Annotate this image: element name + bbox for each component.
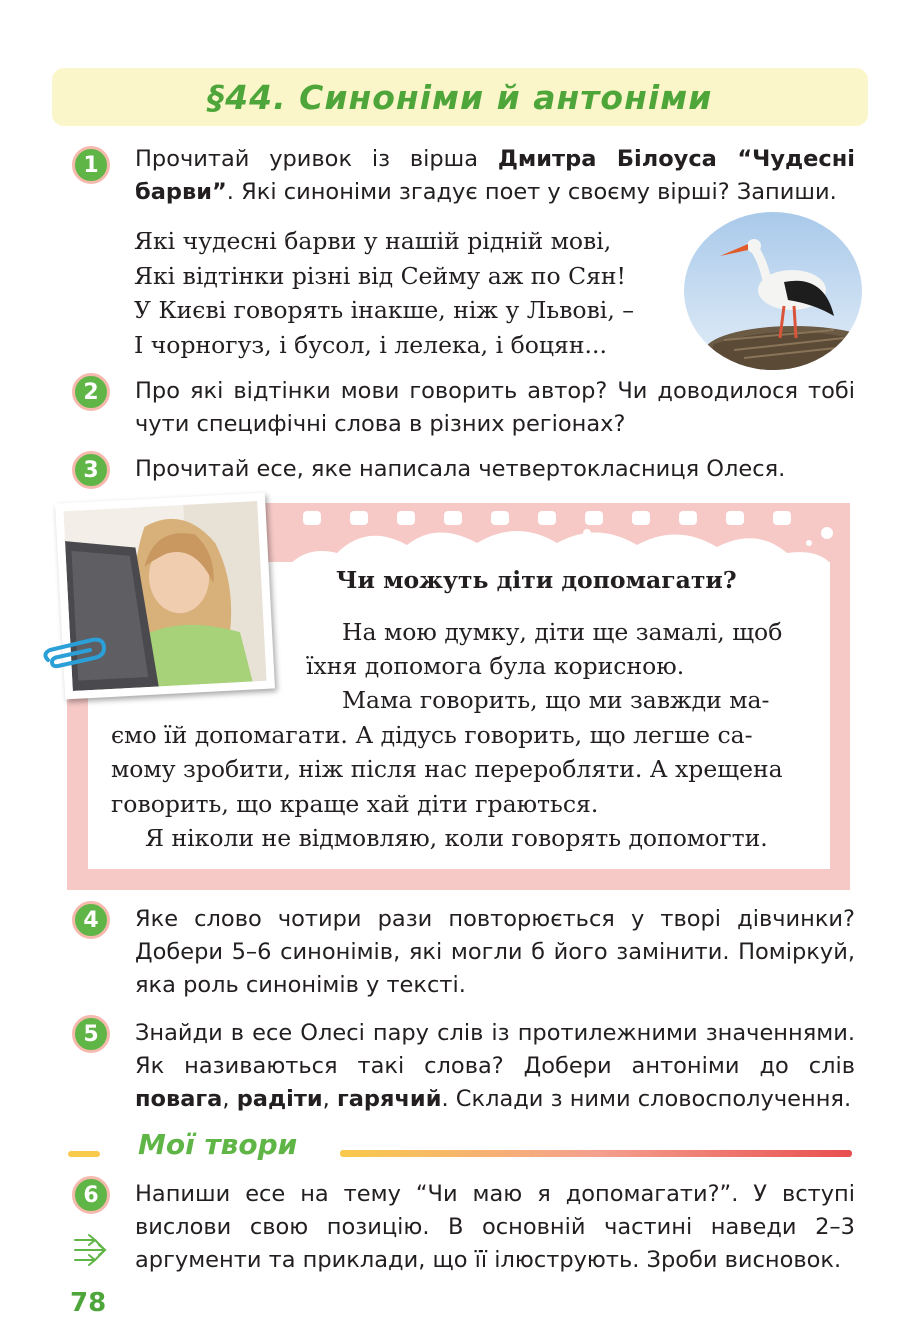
task-number-5: 5 [72, 1015, 110, 1053]
arrows-icon [73, 1232, 113, 1268]
poem-line: Які відтінки різні від Сейму аж по Сян! [134, 261, 626, 290]
divider-left [68, 1151, 100, 1157]
essay-title: Чи можуть діти допомагати? [336, 566, 737, 594]
paperclip-icon [40, 636, 110, 672]
task-number-1: 1 [72, 146, 110, 184]
task-number-6: 6 [72, 1176, 110, 1214]
stork-photo [684, 212, 862, 370]
essay-line: Я ніколи не відмовляю, коли говорять допомогти. [145, 824, 768, 852]
task-6-text: Напиши есе на тему “Чи маю я допомагати?”. У вступі вислови свою позицію. В основній частині наведи 2–3 аргументи та приклади, що її ілюструють. Зроби висновок. [135, 1181, 855, 1273]
section-title-bar [52, 68, 868, 126]
task-number-4: 4 [72, 901, 110, 939]
section-label: Мої твори [138, 1128, 298, 1161]
poem-line: У Києві говорять інакше, ніж у Львові, – [134, 296, 635, 324]
page-number: 78 [70, 1288, 107, 1318]
essay-line: На мою думку, діти ще замалі, щоб [342, 618, 783, 646]
divider-right [340, 1150, 852, 1157]
poem-line: Які чудесні барви у нашій рідній мові, [134, 227, 612, 255]
task-number-3: 3 [72, 451, 110, 489]
essay-line: ємо їй допомагати. А дідусь говорить, що легше са- [111, 721, 753, 749]
poem-line: І чорногуз, і бусол, і лелека, і боцян... [134, 330, 607, 359]
page-title: §44. Синоніми й антоніми [207, 77, 713, 117]
essay-line: говорить, що краще хай діти граються. [111, 790, 599, 818]
essay-line: Мама говорить, що ми завжди ма- [342, 686, 770, 714]
essay-line: їхня допомога була корисною. [306, 652, 685, 680]
task-3-text: Прочитай есе, яке написала четвертокласниця Олеся. [135, 456, 786, 482]
task-number-2: 2 [72, 373, 110, 411]
poem [134, 224, 634, 362]
task-5-text: Знайди в есе Олесі пару слів із протилежними значеннями. Як називаються такі слова? Добери антоніми до слів повага, радіти, гарячий. Склади з ними словосполучення. [135, 1020, 855, 1112]
task-1-text: Прочитай уривок із вірша Дмитра Білоуса “Чудесні барви”. Які синоніми згадує поет у своєму вірші? Запиши. [135, 146, 856, 205]
task-4-text: Яке слово чотири рази повторюється у творі дівчинки? Добери 5–6 синонімів, які могли б його замінити. Поміркуй, яка роль синонімів у тексті. [135, 906, 855, 998]
task-2-text: Про які відтінки мови говорить автор? Чи доводилося тобі чути специфічні слова в різних регіонах? [135, 378, 855, 437]
essay-line: мому зробити, ніж після нас переробляти. А хрещена [111, 755, 783, 783]
